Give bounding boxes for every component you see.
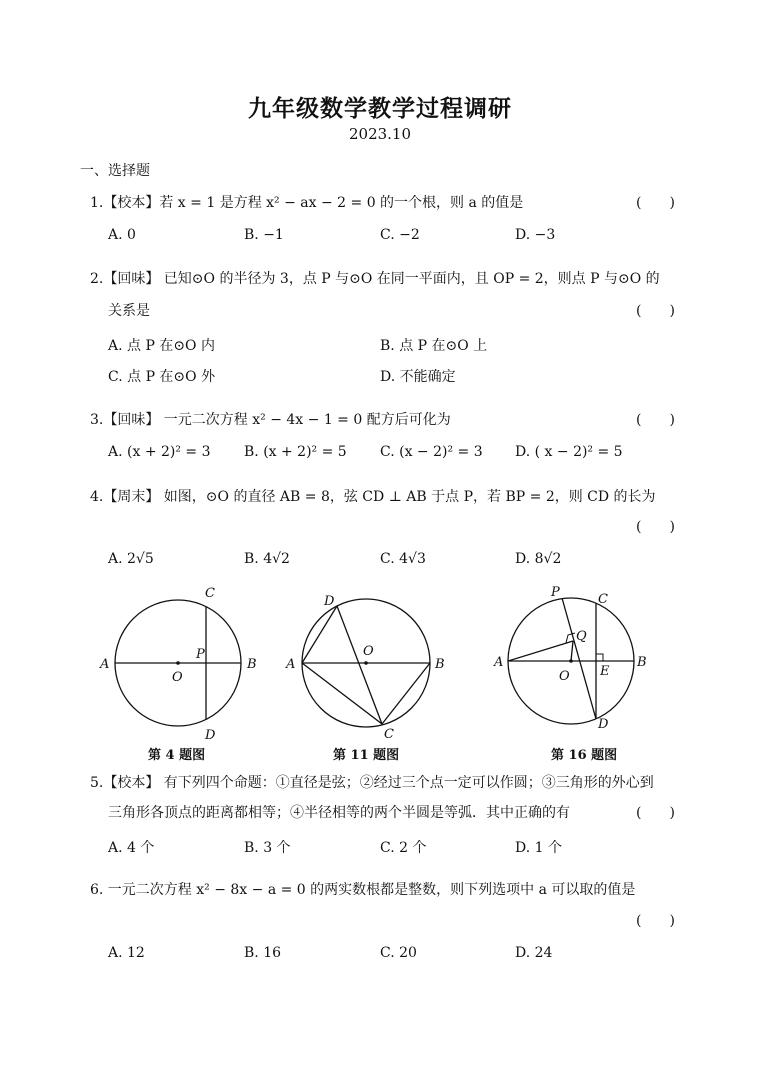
segment-ad — [302, 606, 337, 663]
question-5-option-b: B. 3 个 — [244, 840, 291, 856]
question-1-option-b: B. −1 — [244, 227, 284, 243]
question-6-option-d: D. 24 — [515, 945, 553, 961]
label-o: O — [363, 644, 374, 659]
question-6-text: 6. 一元二次方程 x² − 8x − a = 0 的两实数根都是整数，则下列选项中 a 可以取的值是 — [90, 882, 636, 898]
question-1-text: 1.【校本】若 x = 1 是方程 x² − ax − 2 = 0 的一个根，则 a 的值是 — [90, 195, 524, 211]
question-6-option-b: B. 16 — [244, 945, 282, 961]
question-6-answer-blank: ( ) — [636, 913, 675, 929]
question-1-answer-blank: ( ) — [636, 195, 675, 211]
question-5-option-c: C. 2 个 — [380, 840, 427, 856]
section-heading: 一、选择题 — [80, 163, 150, 179]
question-2-option-b: B. 点 P 在⊙O 上 — [380, 338, 488, 354]
label-c: C — [598, 592, 608, 607]
question-3-option-d: D. ( x − 2)² = 5 — [515, 444, 623, 460]
label-q: Q — [576, 629, 587, 644]
label-c: C — [205, 586, 215, 601]
question-1-option-d: D. −3 — [515, 227, 556, 243]
question-1-option-c: C. −2 — [380, 227, 420, 243]
question-5-option-a: A. 4 个 — [108, 840, 155, 856]
center-point — [364, 661, 368, 665]
label-e: E — [600, 664, 610, 679]
label-b: B — [435, 657, 445, 672]
question-3-text: 3.【回味】 一元二次方程 x² − 4x − 1 = 0 配方后可化为 — [90, 412, 451, 428]
figure-q16-caption: 第 16 题图 — [551, 748, 618, 763]
question-2-option-a: A. 点 P 在⊙O 内 — [108, 338, 215, 354]
segment-aq — [508, 641, 573, 661]
label-a: A — [100, 657, 110, 672]
question-4-answer-blank: ( ) — [636, 519, 675, 535]
question-2-text-cont: 关系是 — [108, 303, 150, 319]
question-6-option-a: A. 12 — [108, 945, 145, 961]
question-2-text: 2.【回味】 已知⊙O 的半径为 3，点 P 与⊙O 在同一平面内，且 OP = 2，则点 P 与⊙O 的 — [90, 271, 660, 287]
center-point — [569, 659, 573, 663]
question-2-answer-blank: ( ) — [636, 303, 675, 319]
figure-q16 — [493, 585, 647, 732]
exam-date: 2023.10 — [348, 125, 412, 143]
figure-q11 — [285, 594, 445, 742]
question-5-option-d: D. 1 个 — [515, 840, 562, 856]
label-o: O — [172, 670, 183, 685]
right-angle-e — [596, 654, 603, 661]
figure-q4 — [99, 586, 257, 743]
question-1-option-a: A. 0 — [108, 227, 136, 243]
label-d: D — [598, 717, 609, 732]
figure-q4-caption: 第 4 题图 — [148, 748, 206, 763]
label-b: B — [637, 655, 647, 670]
question-4-option-c: C. 4√3 — [380, 551, 426, 567]
question-4-option-b: B. 4√2 — [244, 551, 290, 567]
question-5-answer-blank: ( ) — [636, 805, 675, 821]
page-title: 九年级数学教学过程调研 — [248, 95, 512, 122]
label-c: C — [384, 727, 394, 742]
label-a: A — [494, 655, 504, 670]
label-a: A — [286, 657, 296, 672]
question-4-option-a: A. 2√5 — [108, 551, 154, 567]
figure-q11-caption: 第 11 题图 — [333, 748, 400, 763]
center-point — [176, 661, 180, 665]
figures-row — [0, 575, 760, 765]
question-3-option-a: A. (x + 2)² = 3 — [108, 444, 211, 460]
label-p: P — [196, 647, 205, 662]
label-d: D — [205, 728, 216, 743]
label-d: D — [324, 594, 335, 609]
question-2-option-c: C. 点 P 在⊙O 外 — [108, 369, 216, 385]
question-6-option-c: C. 20 — [380, 945, 417, 961]
question-3-answer-blank: ( ) — [636, 412, 675, 428]
chord-pd — [562, 598, 596, 719]
question-4-text: 4.【周末】 如图，⊙O 的直径 AB = 8，弦 CD ⊥ AB 于点 P，若 BP = 2，则 CD 的长为 — [90, 489, 656, 505]
label-p: P — [551, 585, 560, 600]
label-o: O — [559, 669, 570, 684]
question-5-text-cont: 三角形各顶点的距离都相等；④半径相等的两个半圆是等弧．其中正确的有 — [108, 805, 570, 821]
question-2-option-d: D. 不能确定 — [380, 369, 456, 385]
label-b: B — [247, 657, 257, 672]
question-4-option-d: D. 8√2 — [515, 551, 562, 567]
question-3-option-b: B. (x + 2)² = 5 — [244, 444, 347, 460]
question-3-option-c: C. (x − 2)² = 3 — [380, 444, 483, 460]
segment-oq — [571, 641, 573, 661]
question-5-text: 5.【校本】 有下列四个命题：①直径是弦；②经过三个点一定可以作圆；③三角形的外心到 — [90, 775, 654, 791]
